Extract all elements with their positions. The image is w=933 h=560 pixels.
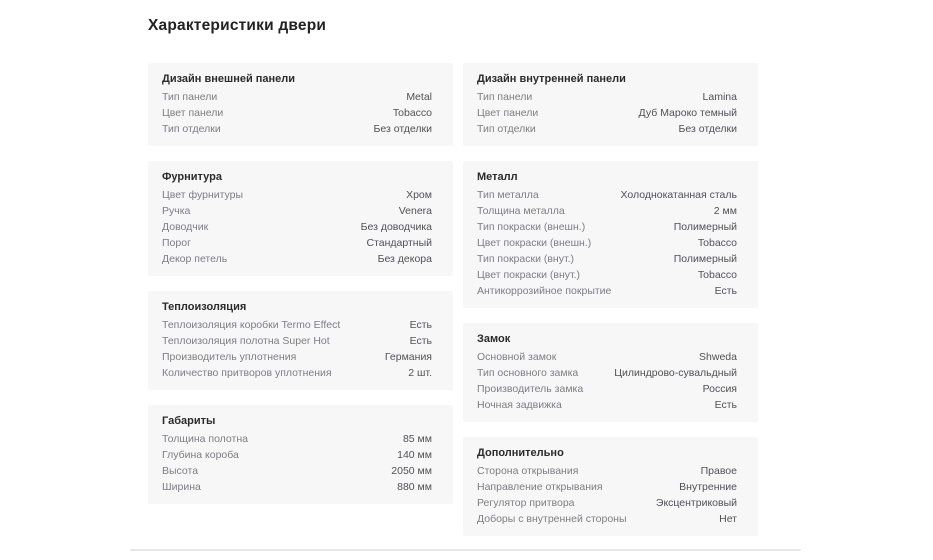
spec-row-label: Производитель замка: [477, 383, 584, 395]
spec-row-label: Цвет фурнитуры: [162, 189, 244, 201]
spec-card: [148, 161, 453, 276]
spec-row: [162, 365, 432, 381]
spec-row-value: Германия: [384, 351, 432, 363]
spec-row-label: Тип металла: [477, 189, 539, 201]
spec-row-label: Цвет панели: [477, 107, 539, 119]
spec-row: [162, 463, 432, 479]
spec-row: [162, 105, 432, 121]
spec-row: [162, 333, 432, 349]
spec-row-label: Ночная задвижка: [477, 399, 562, 411]
spec-row-value: 85 мм: [402, 433, 432, 445]
spec-card-heading: Замок: [477, 333, 511, 345]
spec-row: [477, 187, 737, 203]
spec-row-value: Tobacco: [392, 107, 432, 119]
spec-row-value: Есть: [409, 335, 432, 347]
spec-row: [477, 235, 737, 251]
page-title: Характеристики двери: [148, 17, 327, 34]
spec-row-value: Tobacco: [697, 269, 737, 281]
spec-card: [148, 405, 453, 504]
spec-row: [477, 203, 737, 219]
spec-card-heading: Фурнитура: [162, 171, 222, 183]
spec-row-label: Цвет покраски (внешн.): [477, 237, 592, 249]
spec-card: [148, 63, 453, 146]
spec-row-value: Холоднокатанная сталь: [620, 189, 737, 201]
spec-row-label: Регулятор притвора: [477, 497, 575, 509]
spec-row-value: Правое: [700, 465, 737, 477]
spec-row: [477, 121, 737, 137]
spec-card: [463, 63, 758, 146]
spec-row-value: 880 мм: [397, 481, 432, 493]
spec-row-label: Теплоизоляция коробки Termo Effect: [162, 319, 341, 331]
spec-row-value: Shweda: [699, 351, 737, 363]
spec-row-label: Тип панели: [162, 91, 218, 103]
spec-row-value: Дуб Мароко темный: [638, 107, 737, 119]
spec-row-value: Metal: [406, 91, 432, 103]
spec-row-label: Тип покраски (внешн.): [477, 221, 586, 233]
spec-row-value: Без доводчика: [360, 221, 432, 233]
spec-row-label: Цвет покраски (внут.): [477, 269, 581, 281]
spec-row: [477, 479, 737, 495]
spec-row-label: Антикоррозийное покрытие: [477, 285, 612, 297]
spec-row-value: Нет: [719, 513, 737, 525]
spec-row: [477, 219, 737, 235]
spec-row-value: Полимерный: [673, 253, 737, 265]
spec-row-value: 140 мм: [397, 449, 432, 461]
door-specs-page: [148, 0, 758, 536]
spec-row: [477, 495, 737, 511]
spec-row: [477, 397, 737, 413]
spec-row: [162, 219, 432, 235]
spec-row-label: Декор петель: [162, 253, 228, 265]
spec-row-value: Хром: [406, 189, 432, 201]
spec-row: [477, 267, 737, 283]
spec-row-label: Направление открывания: [477, 481, 603, 493]
spec-row-label: Основной замок: [477, 351, 557, 363]
spec-row-label: Толщина полотна: [162, 433, 248, 445]
spec-row-value: Venera: [398, 205, 432, 217]
spec-row-label: Тип панели: [477, 91, 533, 103]
spec-row: [162, 121, 432, 137]
spec-row: [162, 251, 432, 267]
spec-card-heading: Дизайн внутренней панели: [477, 73, 626, 85]
spec-card-heading: Дизайн внешней панели: [162, 73, 296, 85]
spec-row: [162, 187, 432, 203]
spec-row: [162, 349, 432, 365]
spec-row: [162, 235, 432, 251]
spec-row-value: Внутренние: [679, 481, 737, 493]
spec-row-label: Ручка: [162, 205, 191, 217]
spec-row-label: Доборы с внутренней стороны: [477, 513, 627, 525]
spec-card-heading: Дополнительно: [477, 447, 564, 459]
spec-card-heading: Металл: [477, 171, 518, 183]
spec-row: [162, 479, 432, 495]
spec-row: [477, 89, 737, 105]
spec-row-label: Цвет панели: [162, 107, 224, 119]
spec-row: [477, 511, 737, 527]
spec-card: [148, 291, 453, 390]
spec-card: [463, 323, 758, 422]
spec-row-label: Тип отделки: [477, 123, 536, 135]
spec-column-right: [463, 63, 758, 536]
spec-row-label: Количество притворов уплотнения: [162, 367, 332, 379]
spec-columns: [148, 63, 758, 536]
spec-card-heading: Теплоизоляция: [162, 301, 247, 313]
spec-row-value: Полимерный: [673, 221, 737, 233]
spec-row-label: Высота: [162, 465, 199, 477]
spec-row: [477, 365, 737, 381]
spec-row-value: Tobacco: [697, 237, 737, 249]
spec-row: [162, 203, 432, 219]
spec-row: [162, 317, 432, 333]
spec-row-label: Доводчик: [162, 221, 209, 233]
spec-row-value: Цилиндрово-сувальдный: [614, 367, 737, 379]
spec-row-value: 2050 мм: [391, 465, 432, 477]
bottom-divider: [130, 549, 801, 551]
spec-row-label: Порог: [162, 237, 191, 249]
spec-row-value: Есть: [714, 399, 737, 411]
spec-row-value: Без декора: [377, 253, 432, 265]
spec-row-value: 2 мм: [713, 205, 737, 217]
spec-row-label: Тип основного замка: [477, 367, 579, 379]
spec-row-label: Сторона открывания: [477, 465, 579, 477]
spec-card: [463, 161, 758, 308]
spec-row-value: Эксцентриковый: [655, 497, 737, 509]
spec-row-label: Теплоизоляция полотна Super Hot: [162, 335, 330, 347]
spec-row: [477, 105, 737, 121]
spec-row: [477, 349, 737, 365]
spec-row: [162, 89, 432, 105]
spec-row-value: Без отделки: [373, 123, 432, 135]
spec-row-value: Есть: [409, 319, 432, 331]
spec-row: [477, 283, 737, 299]
spec-row: [162, 447, 432, 463]
spec-card-heading: Габариты: [162, 415, 216, 427]
spec-row-label: Ширина: [162, 481, 201, 493]
spec-row-value: 2 шт.: [408, 367, 432, 379]
spec-row: [162, 431, 432, 447]
spec-card: [463, 437, 758, 536]
spec-row-label: Тип покраски (внут.): [477, 253, 575, 265]
spec-row-value: Есть: [714, 285, 737, 297]
spec-row-value: Без отделки: [678, 123, 737, 135]
spec-row-label: Глубина короба: [162, 449, 239, 461]
spec-column-left: [148, 63, 453, 504]
spec-row-label: Тип отделки: [162, 123, 221, 135]
spec-row-label: Производитель уплотнения: [162, 351, 297, 363]
spec-row: [477, 463, 737, 479]
spec-row: [477, 251, 737, 267]
spec-row: [477, 381, 737, 397]
spec-row-value: Стандартный: [366, 237, 432, 249]
spec-row-label: Толщина металла: [477, 205, 565, 217]
spec-row-value: Россия: [702, 383, 737, 395]
spec-row-value: Lamina: [702, 91, 737, 103]
